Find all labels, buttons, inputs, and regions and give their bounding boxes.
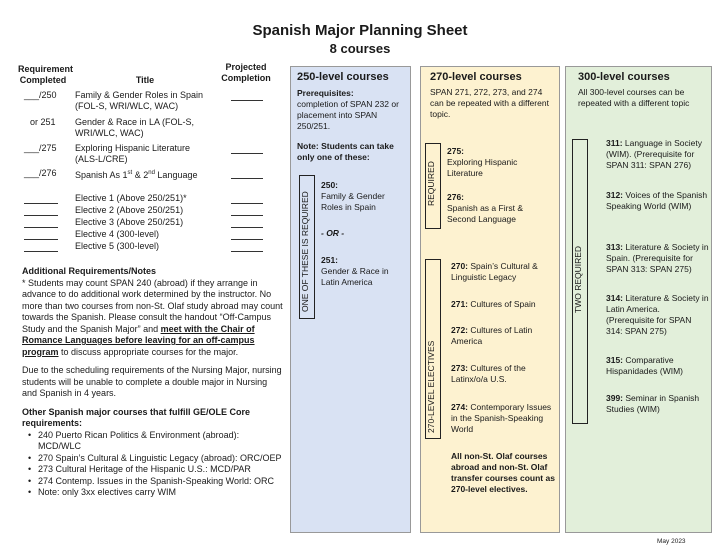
col300-intro: All 300-level courses can be repeated with a different topic (578, 87, 690, 108)
one-required-label: ONE OF THESE IS REQUIRED (300, 191, 310, 312)
elective-course (451, 299, 555, 310)
course-number: 270: (451, 261, 469, 271)
column-300-level (565, 66, 712, 533)
header-requirement-line2: Completed (19, 75, 67, 85)
course-number: 315: (606, 355, 624, 365)
course-number: 251: (321, 255, 339, 265)
completed-blank[interactable] (24, 242, 58, 252)
page-subtitle: 8 courses (329, 41, 391, 56)
course-number: 250: (321, 180, 339, 190)
col250-note: Note: Students can take only one of these: (297, 141, 394, 162)
completed-blank[interactable] (24, 218, 58, 228)
course-title: Spanish as a First & Second Language (447, 203, 524, 224)
ge-list-item: • 273 Cultural Heritage of the Hispanic U.S.: MCD/PAR (32, 464, 284, 476)
electives-label: 270-LEVEL ELECTIVES (426, 340, 436, 433)
projected-blank[interactable] (231, 230, 263, 240)
projected-blank[interactable] (231, 91, 263, 101)
projected-blank[interactable] (231, 169, 263, 179)
header-requirement (18, 64, 74, 86)
notes-section (22, 266, 284, 499)
column-250-level (290, 66, 411, 533)
course-number: 311: (606, 138, 623, 148)
requirement-title: Exploring Hispanic Literature (ALS-L/CRE) (75, 143, 191, 164)
col270-footnote: All non-St. Olaf courses abroad and non-St. Olaf transfer courses count as 270-level electives. (451, 451, 555, 494)
ge-list-item: • 270 Spain’s Cultural & Linguistic Legacy (abroad): ORC/OEP (32, 453, 284, 465)
elective-title: Elective 3 (Above 250/251) (75, 217, 184, 227)
course-title: Cultures of Spain (470, 299, 536, 309)
notes-paragraph-1 (22, 278, 284, 359)
elective-course (451, 402, 555, 435)
column-270-heading: 270-level courses (430, 71, 522, 83)
course-title: Literature & Society in Latin America. (Prerequisite for SPAN 314: SPAN 275) (606, 293, 709, 336)
ge-list-item: • Note: only 3xx electives carry WIM (32, 487, 284, 499)
required-label: REQUIRED (426, 161, 436, 206)
requirement-title: Gender & Race in LA (FOL-S, WRI/WLC, WAC) (75, 117, 195, 138)
requirement-title: Spanish As 1st & 2nd Language (75, 170, 198, 180)
course-title: Spain’s Cultural & Linguistic Legacy (451, 261, 538, 282)
header-projected (220, 62, 272, 84)
column-250-heading: 250-level courses (297, 71, 389, 83)
course-title: Gender & Race in Latin America (321, 266, 389, 287)
completed-blank[interactable] (24, 230, 58, 240)
elective-title: Elective 5 (300-level) (75, 241, 160, 251)
projected-blank[interactable] (231, 194, 263, 204)
prereq-text: completion of SPAN 232 or placement into SPAN 250/251. (297, 99, 399, 131)
completed-blank[interactable] (24, 194, 58, 204)
ge-heading: Other Spanish major courses that fulfill GE/OLE Core requirements: (22, 406, 251, 428)
header-projected-line1: Projected (225, 62, 267, 72)
column-300-heading: 300-level courses (578, 71, 670, 83)
course-number: 312: (606, 190, 624, 200)
notes-p1-emphasis: meet with the Chair of Romance Languages before leaving for an off-campus program (22, 323, 255, 357)
column-270-level (420, 66, 560, 533)
elective-title: Elective 1 (Above 250/251)* (75, 193, 187, 203)
requirement-code: or 251 (30, 117, 56, 127)
ge-list-item: • 274 Contemp. Issues in the Spanish-Speaking World: ORC (32, 476, 284, 488)
course-title: Seminar in Spanish Studies (WIM) (606, 393, 700, 414)
course-title: Cultures of Latin America (451, 325, 533, 346)
page-title: Spanish Major Planning Sheet (252, 22, 468, 39)
course-number: 272: (451, 325, 469, 335)
elective-course (451, 363, 555, 385)
course-title: Contemporary Issues in the Spanish-Speaking World (451, 402, 552, 434)
notes-p1-text: * Students may count SPAN 240 (abroad) if they arrange in advance to do additional work determined by the instructor. No more than two courses from non-St. Olaf study abroad may count towards the Spanish. Please consult the handout “Off-Campus Study and the Spanish Major” and (22, 277, 283, 334)
projected-blank[interactable] (231, 218, 263, 228)
course-title: Comparative Hispanidades (WIM) (606, 355, 683, 376)
course-300 (606, 138, 710, 171)
course-300 (606, 355, 710, 377)
ge-list (22, 430, 284, 499)
course-title: Cultures of the Latinx/o/a U.S. (451, 363, 526, 384)
course-title: Exploring Hispanic Literature (447, 157, 518, 178)
notes-heading: Additional Requirements/Notes (22, 266, 157, 276)
elective-title: Elective 4 (300-level) (75, 229, 160, 239)
elective-course (451, 261, 555, 283)
course-number: 273: (451, 363, 469, 373)
course-300 (606, 393, 710, 415)
course-number: 275: (447, 146, 465, 156)
col270-intro: SPAN 271, 272, 273, and 274 can be repeated with a different topic. (430, 87, 549, 119)
header-title: Title (135, 75, 155, 85)
footer-date: May 2023 (657, 538, 686, 545)
course-300 (606, 190, 710, 212)
or-separator: - OR - (321, 228, 345, 238)
projected-blank[interactable] (231, 242, 263, 252)
two-required-label: TWO REQUIRED (573, 245, 583, 313)
course-number: 399: (606, 393, 624, 403)
course-title: Language in Society (WIM). (Prerequisite for SPAN 311: SPAN 276) (606, 138, 702, 170)
requirement-code: ___/250 (24, 90, 57, 100)
prereq-label: Prerequisites: (297, 88, 354, 98)
requirement-code: ___/276 (24, 168, 57, 178)
header-requirement-line1: Requirement (18, 64, 74, 74)
course-title: Family & Gender Roles in Spain (321, 191, 385, 212)
course-title: Voices of the Spanish Speaking World (WIM) (606, 190, 708, 211)
course-title: Literature & Society in Spain. (Prerequisite for SPAN 313: SPAN 275) (606, 242, 709, 274)
elective-course (451, 325, 555, 347)
elective-title: Elective 2 (Above 250/251) (75, 205, 184, 215)
requirement-code: ___/275 (24, 143, 57, 153)
course-number: 276: (447, 192, 465, 202)
projected-blank[interactable] (231, 144, 263, 154)
header-projected-line2: Completion (221, 73, 271, 83)
course-number: 314: (606, 293, 624, 303)
course-300 (606, 242, 710, 275)
requirement-title: Family & Gender Roles in Spain (FOL-S, WRI/WLC, WAC) (75, 90, 204, 111)
course-number: 271: (451, 299, 469, 309)
course-300 (606, 293, 710, 337)
course-number: 313: (606, 242, 624, 252)
notes-paragraph-2: Due to the scheduling requirements of the Nursing Major, nursing students will be unable to complete a double major in Nursing and Spanish in 4 years. (22, 365, 282, 398)
ge-list-item: • 240 Puerto Rican Politics & Environment (abroad): MCD/WLC (32, 430, 284, 453)
projected-blank[interactable] (231, 206, 263, 216)
course-number: 274: (451, 402, 469, 412)
completed-blank[interactable] (24, 206, 58, 216)
notes-p1-text-end: to discuss appropriate courses for the major. (58, 346, 239, 357)
